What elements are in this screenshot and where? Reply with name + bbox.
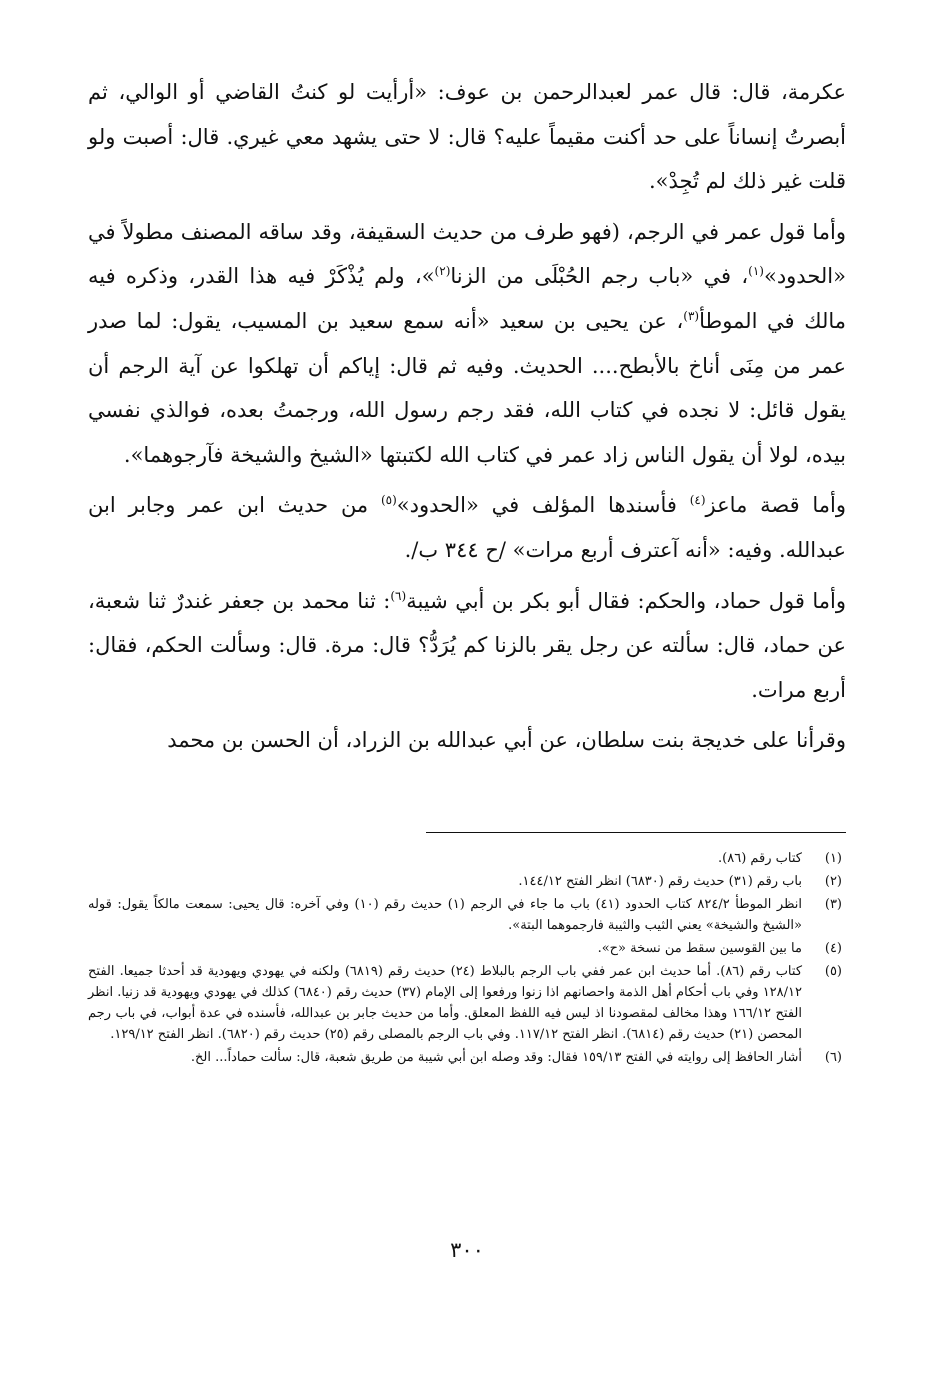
text-run: من حديث ابن عمر وجابر ابن عبدالله. وفيه: «أنه آعترف أربع مرات» /ح ٣٤٤ ب/. — [88, 493, 846, 562]
footnote-marker: (٢) — [434, 264, 451, 279]
footnote-item — [88, 871, 846, 892]
footnote-marker: (٣) — [683, 308, 700, 323]
footnote-number: (٤) — [824, 941, 842, 956]
footnote-number: (٦) — [824, 1050, 842, 1065]
text-run: وأما قول حماد، والحكم: فقال أبو بكر بن أبي شيبة — [406, 588, 846, 613]
footnote-divider — [426, 832, 846, 833]
text-run: »، ولم يُذْكَرْ فيه هذا القدر، وذكره فيه مالك في الموطأ — [88, 264, 846, 333]
footnote-text: ما بين القوسين سقط من نسخة «ح». — [597, 941, 802, 956]
footnote-marker: (٦) — [390, 588, 407, 603]
footnote-text: كتاب رقم (٨٦). — [718, 851, 802, 866]
text-run: وقرأنا على خديجة بنت سلطان، عن أبي عبدالله بن الزراد، أن الحسن بن محمد — [167, 728, 846, 753]
footnote-item — [88, 894, 846, 936]
text-run: ، عن يحيى بن سعيد «أنه سمع سعيد بن المسيب، يقول: لما صدر عمر من مِنَى أناخ بالأبطح.... الحديث. وفيه ثم قال: إياكم أن تهلكوا عن آية الرجم أن يقول قائل: لا نجده في كتاب الله، فقد رجم رسول الله، ورجمتُ بعده، فوالذي نفسي بيده، لولا أن يقول الناس زاد عمر في كتاب الله لكتبتها «الشيخ والشيخة فآرجوهما». — [88, 308, 846, 467]
text-run: وأما قول عمر في الرجم، (فهو طرف من حديث السقيفة، وقد ساقه المصنف مطولاً في «الحدود» — [88, 219, 846, 289]
footnote-number: (٥) — [824, 964, 842, 979]
text-run: : ثنا محمد بن جعفر غندرٌ ثنا شعبة، عن حماد، قال: سألته عن رجل يقر بالزنا كم يُرَدُّ؟ قال: مرة. قال: وسألت الحكم، فقال: أربع مرات. — [88, 588, 846, 702]
footnote-marker: (١) — [748, 264, 764, 279]
paragraph-maiz — [88, 483, 846, 572]
paragraph-ikrima — [88, 70, 846, 204]
paragraph-umar-rajm — [88, 210, 846, 478]
footnote-item — [88, 938, 846, 959]
text-run: وأما قصة ماعز — [705, 493, 847, 518]
text-run: فأسندها المؤلف في «الحدود» — [396, 493, 690, 518]
footnote-item — [88, 848, 846, 869]
footnote-marker: (٥) — [380, 493, 397, 508]
footnote-text: أشار الحافظ إلى روايته في الفتح ١٥٩/١٣ فقال: وقد وصله ابن أبي شيبة من طريق شعبة، قال: سألت حماداً... الخ. — [190, 1050, 802, 1065]
footnotes — [88, 848, 846, 1070]
footnote-text: كتاب رقم (٨٦). أما حديث ابن عمر ففي باب الرجم بالبلاط (٢٤) حديث رقم (٦٨١٩) ولكنه في يهودي ويهودية قد أحدثا جميعا. الفتح ١٢٨/١٢ وفي باب أحكام أهل الذمة واحصانهم اذا زنوا ورفعوا إلى الإمام (٣٧) حديث رقم (٦٨٤٠) كذلك في يهودي ويهودية قد زنيا. انظر الفتح ١٦٦/١٢ وهذا مخالف لمقصودنا اذ ليس فيه اللفظ المعلق. وأما من حديث جابر بن عبدالله، فأسنده في عدة أبواب، في باب رجم المحصن (٢١) حديث رقم (٦٨١٤). انظر الفتح ١١٧/١٢. وفي باب الرجم بالمصلى رقم (٢٥) حديث رقم (٦٨٢٠). انظر الفتح ١٢٩/١٢. — [88, 964, 803, 1042]
footnote-number: (٣) — [824, 897, 842, 912]
footnote-item — [88, 1047, 846, 1068]
footnote-marker: (٤) — [689, 493, 706, 508]
paragraph-hammad-hakam — [88, 579, 846, 713]
footnote-text: باب رقم (٣١) حديث رقم (٦٨٣٠) انظر الفتح ١٤٤/١٢. — [518, 874, 802, 889]
text-run: ، في «باب رجم الحُبْلَى من الزنا — [450, 264, 749, 289]
footnote-number: (٢) — [824, 874, 842, 889]
paragraph-khadija — [88, 718, 846, 763]
footnote-item — [88, 961, 846, 1045]
page-number: ٣٠٠ — [450, 1238, 484, 1262]
text-run: عكرمة، قال: قال عمر لعبدالرحمن بن عوف: «أرأيت لو كنتُ القاضي أو الوالي، ثم أبصرتُ إنساناً على حد أكنت مقيماً عليه؟ قال: لا حتى يشهد معي غيري. قال: أصبت ولو قلت غير ذلك لم تُجِدْ». — [88, 80, 846, 194]
main-text — [88, 70, 846, 763]
footnote-text: انظر الموطأ ٨٢٤/٢ كتاب الحدود (٤١) باب ما جاء في الرجم (١) حديث رقم (١٠) وفي آخره: قال يحيى: سمعت مالكاً يقول: قوله «الشيخ والشيخة» يعني الثيب والثيبة فارجموهما البتة». — [88, 897, 802, 933]
book-page — [88, 70, 847, 1262]
footnote-number: (١) — [824, 851, 842, 866]
